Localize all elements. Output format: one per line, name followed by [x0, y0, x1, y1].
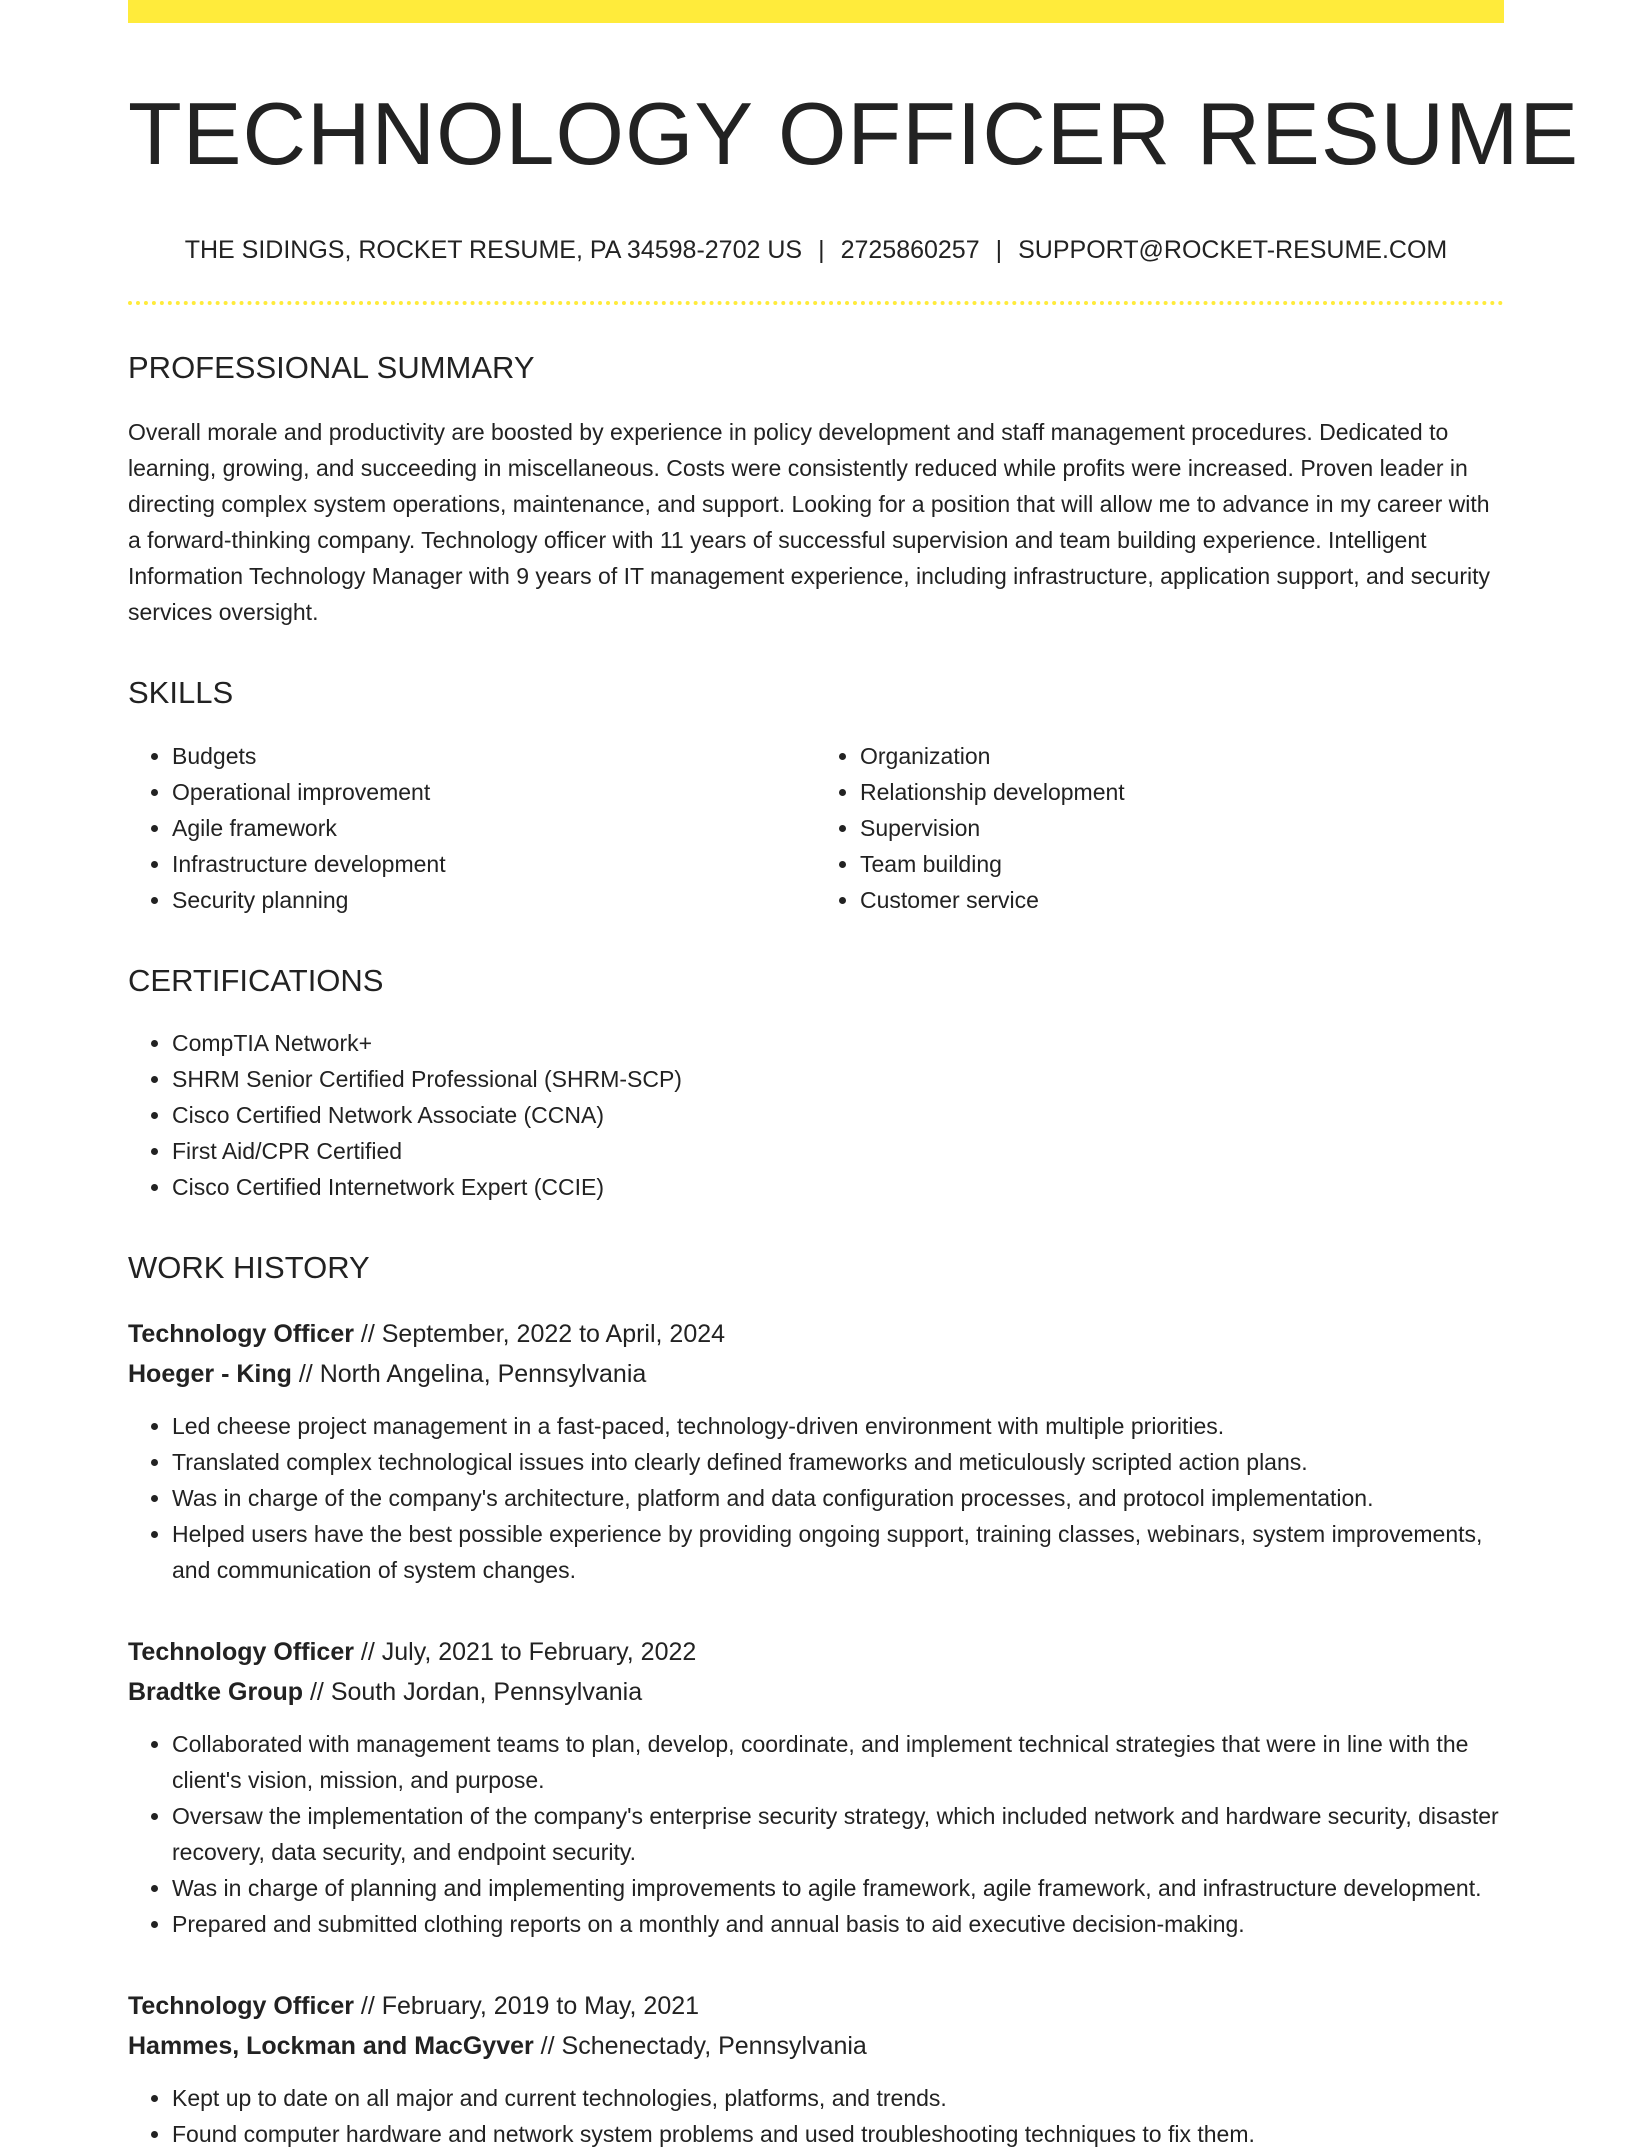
job-dates: // September, 2022 to April, 2024	[353, 1319, 726, 1348]
skills-columns	[128, 738, 1504, 918]
dotted-divider	[128, 301, 1504, 305]
contact-separator: |	[995, 236, 1003, 265]
job-bullet: • Translated complex technological issues into clearly defined frameworks and meticulously scripted action plans.	[172, 1444, 1504, 1480]
job-bullets	[128, 1408, 1504, 1588]
job-bullet: • Led cheese project management in a fast-paced, technology-driven environment with multiple priorities.	[172, 1408, 1504, 1444]
job-entry	[128, 1632, 1504, 1942]
job-bullets	[128, 2080, 1504, 2152]
job-bullet: • Was in charge of planning and implementing improvements to agile framework, agile framework, and infrastructure development.	[172, 1870, 1504, 1906]
contact-line	[128, 236, 1504, 265]
skill-item: • Security planning	[172, 882, 816, 918]
certification-item: • First Aid/CPR Certified	[172, 1133, 1504, 1169]
job-bullet: • Collaborated with management teams to plan, develop, coordinate, and implement technical strategies that were in line with the client's vision, mission, and purpose.	[172, 1726, 1504, 1798]
skill-item: • Team building	[860, 846, 1504, 882]
summary-text: Overall morale and productivity are boosted by experience in policy development and staff management procedures. Dedicated to learning, growing, and succeeding in miscellaneous. Costs were consistently reduced while profits were increased. Proven leader in directing complex system operations, maintenance, and support. Looking for a position that will allow me to advance in my career with a forward-thinking company. Technology officer with 11 years of successful supervision and team building experience. Intelligent Information Technology Manager with 9 years of IT management experience, including infrastructure, application support, and security services oversight.	[128, 419, 1491, 626]
job-company-line	[128, 2026, 1504, 2066]
skill-item: • Agile framework	[172, 810, 816, 846]
certification-item: • SHRM Senior Certified Professional (SHRM-SCP)	[172, 1061, 1504, 1097]
certification-item: • Cisco Certified Network Associate (CCNA)	[172, 1097, 1504, 1133]
skill-item: • Relationship development	[860, 774, 1504, 810]
certification-item: • Cisco Certified Internetwork Expert (CCIE)	[172, 1169, 1504, 1205]
job-dates: // July, 2021 to February, 2022	[353, 1637, 697, 1666]
job-bullet: • Helped users have the best possible experience by providing ongoing support, training classes, webinars, system improvements, and communication of system changes.	[172, 1516, 1504, 1588]
job-title: Technology Officer	[128, 1637, 354, 1666]
contact-email: SUPPORT@ROCKET-RESUME.COM	[1018, 236, 1448, 265]
job-title-line	[128, 1314, 1504, 1354]
skill-item: • Supervision	[860, 810, 1504, 846]
skill-item: • Budgets	[172, 738, 816, 774]
section-heading-work-history: WORK HISTORY	[128, 1249, 370, 1285]
contact-separator: |	[818, 236, 825, 265]
resume-title: TECHNOLOGY OFFICER RESUME	[128, 84, 1580, 183]
job-entry	[128, 1314, 1504, 1588]
job-company: Hammes, Lockman and MacGyver	[128, 2031, 534, 2060]
job-bullets	[128, 1726, 1504, 1942]
job-entry	[128, 1986, 1504, 2152]
job-company-line	[128, 1672, 1504, 1712]
skills-list-right	[816, 738, 1504, 918]
skill-item: • Organization	[860, 738, 1504, 774]
skill-item: • Operational improvement	[172, 774, 816, 810]
certification-item: • CompTIA Network+	[172, 1025, 1504, 1061]
job-company: Bradtke Group	[128, 1677, 304, 1706]
job-company: Hoeger - King	[128, 1359, 292, 1388]
certifications-list	[128, 1025, 1504, 1205]
job-location: // Schenectady, Pennsylvania	[533, 2031, 867, 2060]
job-bullet: • Prepared and submitted clothing reports on a monthly and annual basis to aid executive decision-making.	[172, 1906, 1504, 1942]
section-heading-skills: SKILLS	[128, 675, 234, 711]
job-title: Technology Officer	[128, 1991, 354, 2020]
job-location: // South Jordan, Pennsylvania	[303, 1677, 643, 1706]
job-location: // North Angelina, Pennsylvania	[291, 1359, 647, 1388]
job-dates: // February, 2019 to May, 2021	[353, 1991, 700, 2020]
contact-address: THE SIDINGS, ROCKET RESUME, PA 34598-2702 US	[184, 236, 803, 265]
section-heading-certifications: CERTIFICATIONS	[128, 962, 384, 998]
job-title-line	[128, 1632, 1504, 1672]
top-accent-bar	[128, 0, 1504, 23]
contact-phone: 2725860257	[840, 236, 980, 265]
skill-item: • Customer service	[860, 882, 1504, 918]
section-heading-summary: PROFESSIONAL SUMMARY	[128, 350, 535, 386]
job-title-line	[128, 1986, 1504, 2026]
job-title: Technology Officer	[128, 1319, 354, 1348]
skill-item: • Infrastructure development	[172, 846, 816, 882]
job-bullet: • Kept up to date on all major and current technologies, platforms, and trends.	[172, 2080, 1504, 2116]
job-company-line	[128, 1354, 1504, 1394]
job-bullet: • Found computer hardware and network system problems and used troubleshooting techniques to fix them.	[172, 2116, 1504, 2152]
job-bullet: • Oversaw the implementation of the company's enterprise security strategy, which included network and hardware security, disaster recovery, data security, and endpoint security.	[172, 1798, 1504, 1870]
resume-content	[128, 23, 1580, 2152]
job-bullet: • Was in charge of the company's architecture, platform and data configuration processes, and protocol implementation.	[172, 1480, 1504, 1516]
skills-list-left	[128, 738, 816, 918]
